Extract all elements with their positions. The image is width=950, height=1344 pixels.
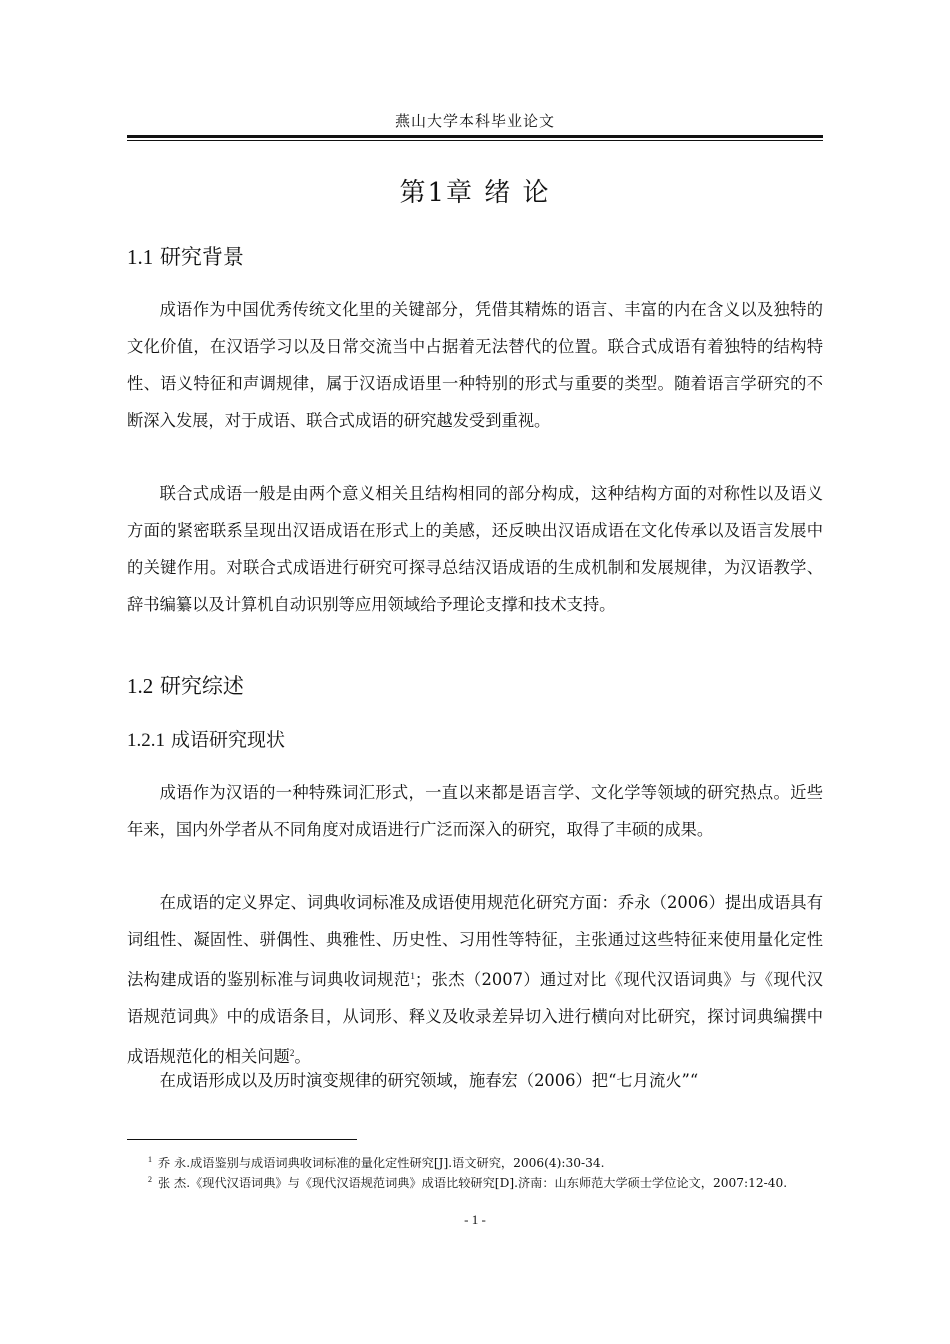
paragraph-text: 在成语的定义界定、词典收词标准及成语使用规范化研究方面：乔永（2006）提出成语具有词组性、凝固性、骈偶性、典雅性、历史性、习用性等特征，主张通过这些特征来使用量化定性法构建成语的鉴别标准与词典收词规范 bbox=[127, 893, 823, 989]
section-number: 1.2 bbox=[127, 674, 154, 698]
paragraph-text: ；张杰（2007）通过对比《现代汉语词典》与《现代汉语规范词典》中的成语条目，从词形、释义及收录差异切入进行横向对比研究，探讨词典编撰中成语规范化的相关问题 bbox=[127, 970, 823, 1066]
footnote-ref[interactable]: 2 bbox=[289, 1048, 295, 1058]
header-rule-thin bbox=[127, 140, 823, 141]
footnote-text: 乔 永.成语鉴别与成语词典收词标准的量化定性研究[J].语文研究，2006(4):30-34. bbox=[158, 1156, 605, 1170]
page-number: - 1 - bbox=[464, 1212, 486, 1227]
footnote-ref[interactable]: 1 bbox=[410, 971, 415, 981]
subsection-heading bbox=[127, 727, 285, 754]
paragraph: 成语作为汉语的一种特殊词汇形式，一直以来都是语言学、文化学等领域的研究热点。近些年来，国内外学者从不同角度对成语进行广泛而深入的研究，取得了丰硕的成果。 bbox=[127, 783, 823, 839]
footnote-separator bbox=[127, 1139, 357, 1140]
header-rule-thick bbox=[127, 135, 823, 138]
section-title: 研究背景 bbox=[159, 245, 244, 269]
paragraph: 成语作为中国优秀传统文化里的关键部分，凭借其精炼的语言、丰富的内在含义以及独特的文化价值，在汉语学习以及日常交流当中占据着无法替代的位置。联合式成语有着独特的结构特性、语义特征和声调规律，属于汉语成语里一种特别的形式与重要的类型。随着语言学研究的不断深入发展，对于成语、联合式成语的研究越发受到重视。 bbox=[127, 300, 823, 430]
chapter-name: 绪 论 bbox=[484, 178, 551, 208]
chapter-title bbox=[127, 175, 823, 211]
paragraph bbox=[127, 884, 823, 1075]
section-number: 1.1 bbox=[127, 245, 154, 269]
chapter-number: 第1章 bbox=[399, 178, 474, 208]
footnote bbox=[148, 1170, 823, 1193]
section-heading bbox=[127, 243, 244, 271]
section-title: 研究综述 bbox=[159, 674, 244, 698]
subsection-title: 成语研究现状 bbox=[171, 729, 286, 751]
footnote-mark: 1 bbox=[148, 1155, 152, 1164]
footnote-text: 张 杰.《现代汉语词典》与《现代汉语规范词典》成语比较研究[D].济南：山东师范大学硕士学位论文，2007:12-40. bbox=[158, 1176, 788, 1190]
paragraph: 联合式成语一般是由两个意义相关且结构相同的部分构成，这种结构方面的对称性以及语义方面的紧密联系呈现出汉语成语在形式上的美感，还反映出汉语成语在文化传承以及语言发展中的关键作用。对联合式成语进行研究可探寻总结汉语成语的生成机制和发展规律，为汉语教学、辞书编纂以及计算机自动识别等应用领域给予理论支撑和技术支持。 bbox=[127, 484, 823, 614]
section-heading bbox=[127, 672, 244, 700]
subsection-number: 1.2.1 bbox=[127, 730, 165, 751]
running-header: 燕山大学本科毕业论文 bbox=[394, 112, 555, 130]
footnote-mark: 2 bbox=[148, 1175, 152, 1184]
paragraph: 在成语形成以及历时演变规律的研究领域，施春宏（2006）把“七月流火”“ bbox=[159, 1071, 699, 1090]
paragraph-text: 。 bbox=[294, 1047, 311, 1066]
